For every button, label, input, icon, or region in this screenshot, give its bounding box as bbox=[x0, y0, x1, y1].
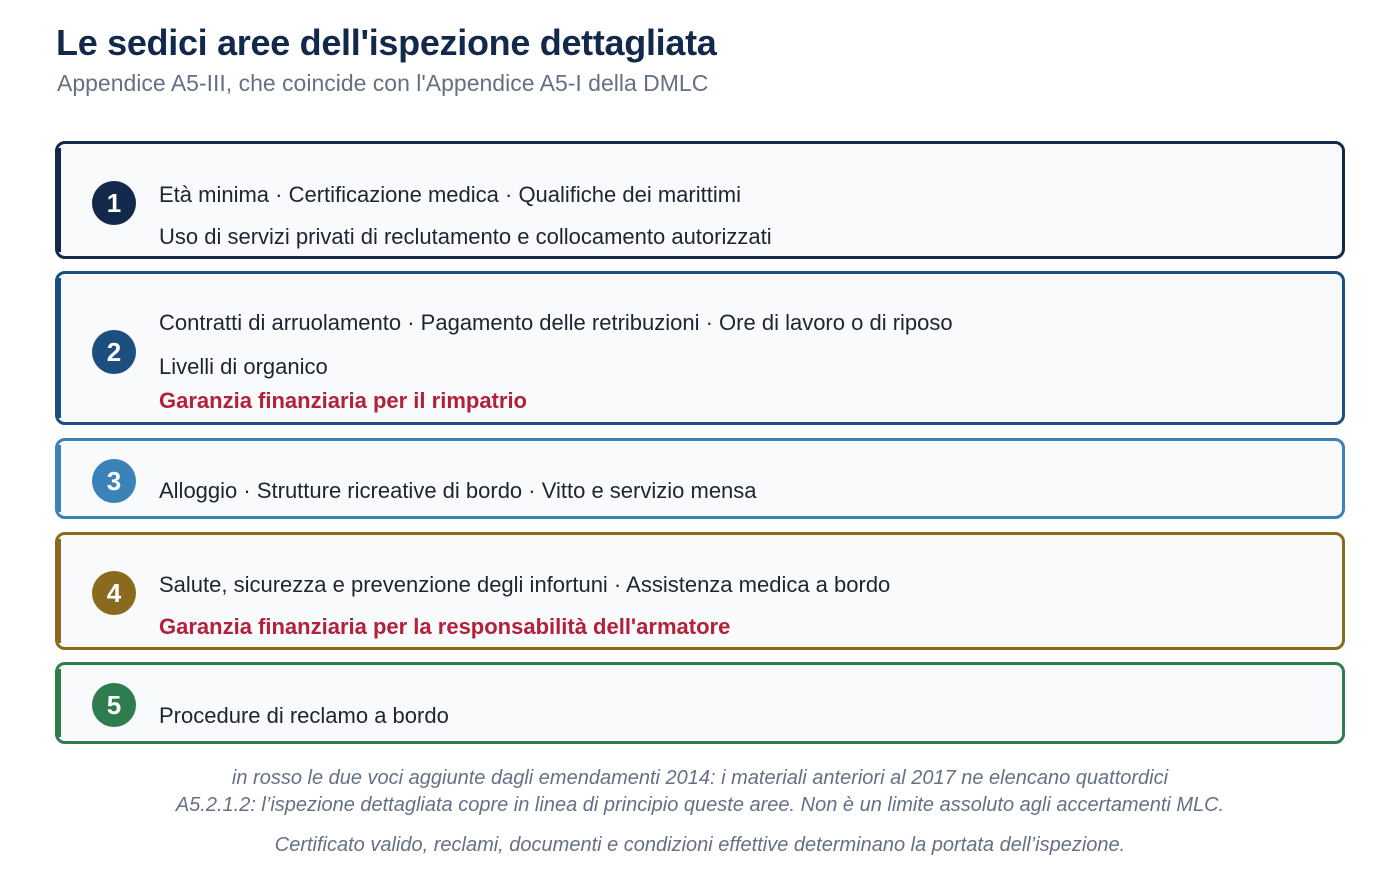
group-accent-bar bbox=[58, 445, 61, 512]
group-number-badge: 5 bbox=[92, 683, 136, 727]
group-item-line: Contratti di arruolamento · Pagamento delle retribuzioni · Ore di lavoro o di riposo bbox=[159, 310, 953, 335]
group-number-badge: 2 bbox=[92, 330, 136, 374]
footer-note-scope: A5.2.1.2: l’ispezione dettagliata copre in linea di principio queste aree. Non è un limite assoluto agli accertamenti MLC. bbox=[175, 794, 1225, 816]
group-item-added-2014: Garanzia finanziaria per il rimpatrio bbox=[159, 388, 527, 413]
group-item-line: Età minima · Certificazione medica · Qualifiche dei marittimi bbox=[159, 182, 741, 207]
group-accent-bar bbox=[58, 669, 61, 737]
group-number-badge: 1 bbox=[92, 181, 136, 225]
group-number-badge: 3 bbox=[92, 459, 136, 503]
footer-note-red-items: in rosso le due voci aggiunte dagli emendamenti 2014: i materiali anteriori al 2017 ne elencano quattordici bbox=[231, 767, 1169, 789]
group-item-line: Uso di servizi privati di reclutamento e collocamento autorizzati bbox=[159, 224, 772, 249]
group-card-5 bbox=[55, 662, 1345, 744]
group-accent-bar bbox=[58, 148, 61, 252]
group-card-4 bbox=[55, 532, 1345, 650]
diagram-subtitle: Appendice A5-III, che coincide con l'Appendice A5-I della DMLC bbox=[57, 70, 709, 96]
group-item-added-2014: Garanzia finanziaria per la responsabilità dell'armatore bbox=[159, 614, 731, 639]
footer-note-certificate: Certificato valido, reclami, documenti e condizioni effettive determinano la portata dell’ispezione. bbox=[274, 834, 1126, 856]
group-accent-bar bbox=[58, 539, 61, 643]
group-card-3 bbox=[55, 438, 1345, 519]
group-number-badge: 4 bbox=[92, 571, 136, 615]
group-item-line: Livelli di organico bbox=[159, 354, 328, 379]
group-card-2 bbox=[55, 271, 1345, 425]
group-item-line: Procedure di reclamo a bordo bbox=[159, 703, 449, 728]
group-card-1 bbox=[55, 141, 1345, 259]
diagram-title: Le sedici aree dell'ispezione dettagliata bbox=[56, 22, 717, 63]
group-item-line: Salute, sicurezza e prevenzione degli infortuni · Assistenza medica a bordo bbox=[159, 572, 891, 597]
group-item-line: Alloggio · Strutture ricreative di bordo · Vitto e servizio mensa bbox=[159, 478, 757, 503]
group-accent-bar bbox=[58, 278, 61, 418]
